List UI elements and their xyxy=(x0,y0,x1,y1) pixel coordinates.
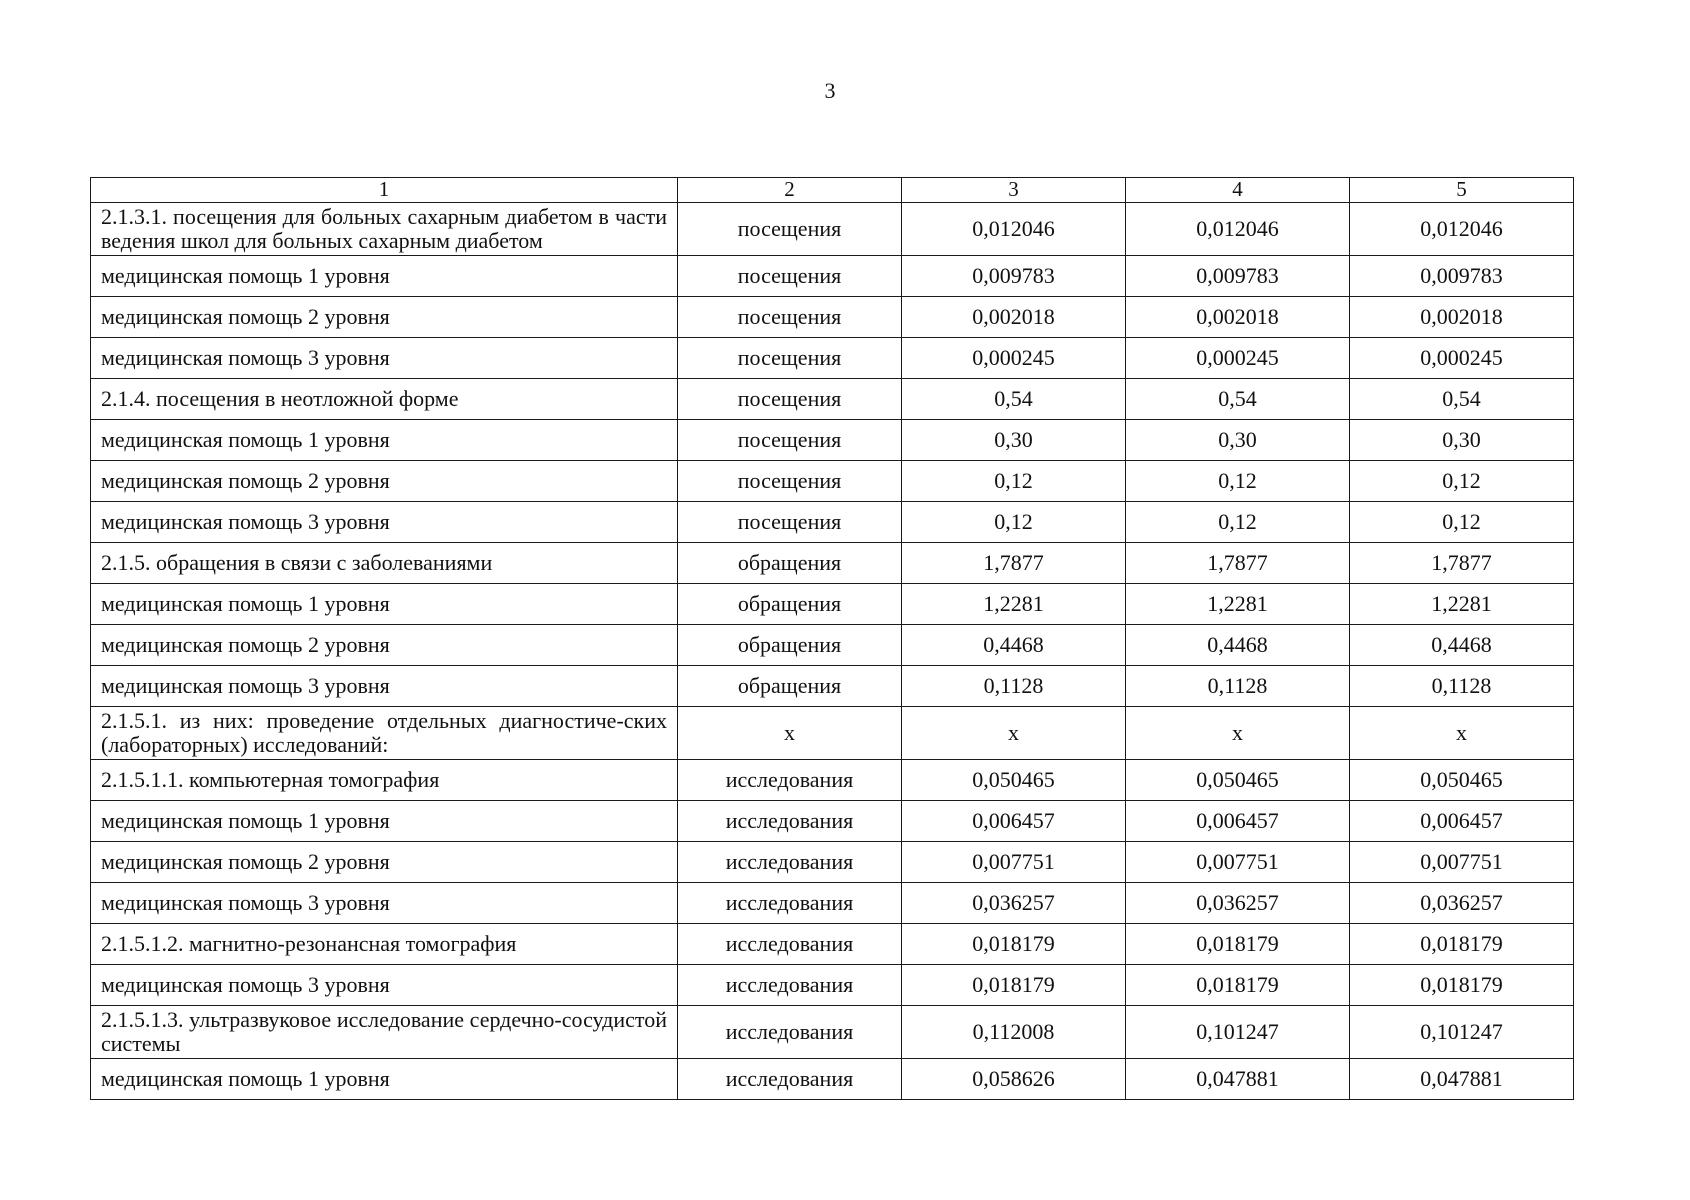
table-row xyxy=(91,338,1574,379)
table-row xyxy=(91,584,1574,625)
row-name: медицинская помощь 2 уровня xyxy=(91,297,678,338)
table-row xyxy=(91,379,1574,420)
table-row xyxy=(91,543,1574,584)
row-unit: посещения xyxy=(678,338,902,379)
row-name: медицинская помощь 1 уровня xyxy=(91,801,678,842)
row-unit: посещения xyxy=(678,256,902,297)
row-unit: исследования xyxy=(678,1059,902,1100)
row-value-4: 1,7877 xyxy=(1126,543,1350,584)
row-value-5: 0,12 xyxy=(1350,502,1574,543)
row-value-5: 0,101247 xyxy=(1350,1006,1574,1059)
row-value-4: 0,036257 xyxy=(1126,883,1350,924)
row-value-4: 0,018179 xyxy=(1126,965,1350,1006)
row-value-5: 1,7877 xyxy=(1350,543,1574,584)
row-value-4: 0,007751 xyxy=(1126,842,1350,883)
row-value-5: 0,54 xyxy=(1350,379,1574,420)
table-row xyxy=(91,420,1574,461)
row-name: медицинская помощь 3 уровня xyxy=(91,338,678,379)
row-unit: посещения xyxy=(678,420,902,461)
header-row xyxy=(91,178,1574,203)
row-value-4: 0,4468 xyxy=(1126,625,1350,666)
table-row xyxy=(91,256,1574,297)
row-value-4: 0,006457 xyxy=(1126,801,1350,842)
row-unit: обращения xyxy=(678,666,902,707)
row-value-3: 0,112008 xyxy=(902,1006,1126,1059)
row-value-5: 0,018179 xyxy=(1350,965,1574,1006)
row-value-5: 0,006457 xyxy=(1350,801,1574,842)
row-unit: обращения xyxy=(678,584,902,625)
row-value-3: 0,050465 xyxy=(902,760,1126,801)
row-value-3: 0,12 xyxy=(902,502,1126,543)
row-value-5: 0,007751 xyxy=(1350,842,1574,883)
header-col-4: 4 xyxy=(1126,178,1350,203)
row-value-4: 0,54 xyxy=(1126,379,1350,420)
row-value-4: 0,1128 xyxy=(1126,666,1350,707)
table-row xyxy=(91,842,1574,883)
row-value-3: 0,30 xyxy=(902,420,1126,461)
row-value-4: 0,009783 xyxy=(1126,256,1350,297)
table-row xyxy=(91,502,1574,543)
row-name: 2.1.3.1. посещения для больных сахарным диабетом в части ведения школ для больных сахарным диабетом xyxy=(91,203,678,256)
page-number: 3 xyxy=(824,78,836,103)
row-value-5: 0,018179 xyxy=(1350,924,1574,965)
row-value-3: 0,058626 xyxy=(902,1059,1126,1100)
header-col-1: 1 xyxy=(91,178,678,203)
row-unit: посещения xyxy=(678,461,902,502)
row-value-5: 1,2281 xyxy=(1350,584,1574,625)
row-value-3: 1,2281 xyxy=(902,584,1126,625)
row-unit: обращения xyxy=(678,543,902,584)
row-value-5: 0,050465 xyxy=(1350,760,1574,801)
row-unit: исследования xyxy=(678,883,902,924)
row-value-5: 0,002018 xyxy=(1350,297,1574,338)
row-value-3: 0,018179 xyxy=(902,924,1126,965)
row-unit: x xyxy=(678,707,902,760)
table-row xyxy=(91,461,1574,502)
row-value-4: 0,012046 xyxy=(1126,203,1350,256)
row-unit: посещения xyxy=(678,502,902,543)
row-name: медицинская помощь 1 уровня xyxy=(91,256,678,297)
row-value-4: x xyxy=(1126,707,1350,760)
table-row xyxy=(91,760,1574,801)
row-unit: посещения xyxy=(678,203,902,256)
header-col-3: 3 xyxy=(902,178,1126,203)
table-row xyxy=(91,203,1574,256)
row-value-3: 0,007751 xyxy=(902,842,1126,883)
table-row xyxy=(91,707,1574,760)
row-name: 2.1.5.1.2. магнитно-резонансная томография xyxy=(91,924,678,965)
header-col-5: 5 xyxy=(1350,178,1574,203)
row-unit: посещения xyxy=(678,379,902,420)
row-value-5: 0,047881 xyxy=(1350,1059,1574,1100)
row-value-3: x xyxy=(902,707,1126,760)
row-value-4: 0,018179 xyxy=(1126,924,1350,965)
table-row xyxy=(91,666,1574,707)
row-value-5: 0,012046 xyxy=(1350,203,1574,256)
row-name: медицинская помощь 2 уровня xyxy=(91,461,678,502)
row-value-5: x xyxy=(1350,707,1574,760)
row-value-3: 0,4468 xyxy=(902,625,1126,666)
row-unit: исследования xyxy=(678,924,902,965)
volume-table xyxy=(90,177,1574,1100)
row-name: 2.1.4. посещения в неотложной форме xyxy=(91,379,678,420)
row-value-5: 0,1128 xyxy=(1350,666,1574,707)
row-name: 2.1.5.1.1. компьютерная томография xyxy=(91,760,678,801)
row-value-3: 0,000245 xyxy=(902,338,1126,379)
row-name: медицинская помощь 3 уровня xyxy=(91,965,678,1006)
row-value-3: 0,018179 xyxy=(902,965,1126,1006)
row-name: медицинская помощь 1 уровня xyxy=(91,420,678,461)
row-unit: исследования xyxy=(678,760,902,801)
table-row xyxy=(91,924,1574,965)
row-value-5: 0,30 xyxy=(1350,420,1574,461)
row-name: медицинская помощь 2 уровня xyxy=(91,625,678,666)
table-row xyxy=(91,965,1574,1006)
row-value-3: 1,7877 xyxy=(902,543,1126,584)
row-value-3: 0,006457 xyxy=(902,801,1126,842)
row-value-4: 0,000245 xyxy=(1126,338,1350,379)
row-value-4: 0,12 xyxy=(1126,461,1350,502)
row-value-5: 0,036257 xyxy=(1350,883,1574,924)
row-value-5: 0,009783 xyxy=(1350,256,1574,297)
row-name: медицинская помощь 1 уровня xyxy=(91,584,678,625)
row-value-4: 0,30 xyxy=(1126,420,1350,461)
row-value-4: 0,002018 xyxy=(1126,297,1350,338)
row-name: медицинская помощь 3 уровня xyxy=(91,666,678,707)
row-value-4: 1,2281 xyxy=(1126,584,1350,625)
row-value-3: 0,009783 xyxy=(902,256,1126,297)
row-unit: исследования xyxy=(678,965,902,1006)
row-value-5: 0,000245 xyxy=(1350,338,1574,379)
row-name: медицинская помощь 3 уровня xyxy=(91,502,678,543)
row-unit: исследования xyxy=(678,801,902,842)
table-row xyxy=(91,625,1574,666)
table-row xyxy=(91,1059,1574,1100)
row-unit: обращения xyxy=(678,625,902,666)
table-row xyxy=(91,297,1574,338)
row-value-4: 0,101247 xyxy=(1126,1006,1350,1059)
row-value-3: 0,036257 xyxy=(902,883,1126,924)
row-value-5: 0,12 xyxy=(1350,461,1574,502)
row-value-4: 0,12 xyxy=(1126,502,1350,543)
row-value-3: 0,012046 xyxy=(902,203,1126,256)
row-name: медицинская помощь 2 уровня xyxy=(91,842,678,883)
row-name: медицинская помощь 3 уровня xyxy=(91,883,678,924)
row-value-4: 0,050465 xyxy=(1126,760,1350,801)
row-name: 2.1.5.1.3. ультразвуковое исследование сердечно-сосудистой системы xyxy=(91,1006,678,1059)
table-row xyxy=(91,801,1574,842)
row-unit: исследования xyxy=(678,842,902,883)
row-name: 2.1.5.1. из них: проведение отдельных диагностиче-ских (лабораторных) исследований: xyxy=(91,707,678,760)
row-name: медицинская помощь 1 уровня xyxy=(91,1059,678,1100)
header-col-2: 2 xyxy=(678,178,902,203)
row-value-3: 0,002018 xyxy=(902,297,1126,338)
table-row xyxy=(91,883,1574,924)
row-value-4: 0,047881 xyxy=(1126,1059,1350,1100)
row-name: 2.1.5. обращения в связи с заболеваниями xyxy=(91,543,678,584)
row-value-3: 0,12 xyxy=(902,461,1126,502)
row-value-3: 0,54 xyxy=(902,379,1126,420)
row-unit: исследования xyxy=(678,1006,902,1059)
row-unit: посещения xyxy=(678,297,902,338)
row-value-3: 0,1128 xyxy=(902,666,1126,707)
table-row xyxy=(91,1006,1574,1059)
row-value-5: 0,4468 xyxy=(1350,625,1574,666)
